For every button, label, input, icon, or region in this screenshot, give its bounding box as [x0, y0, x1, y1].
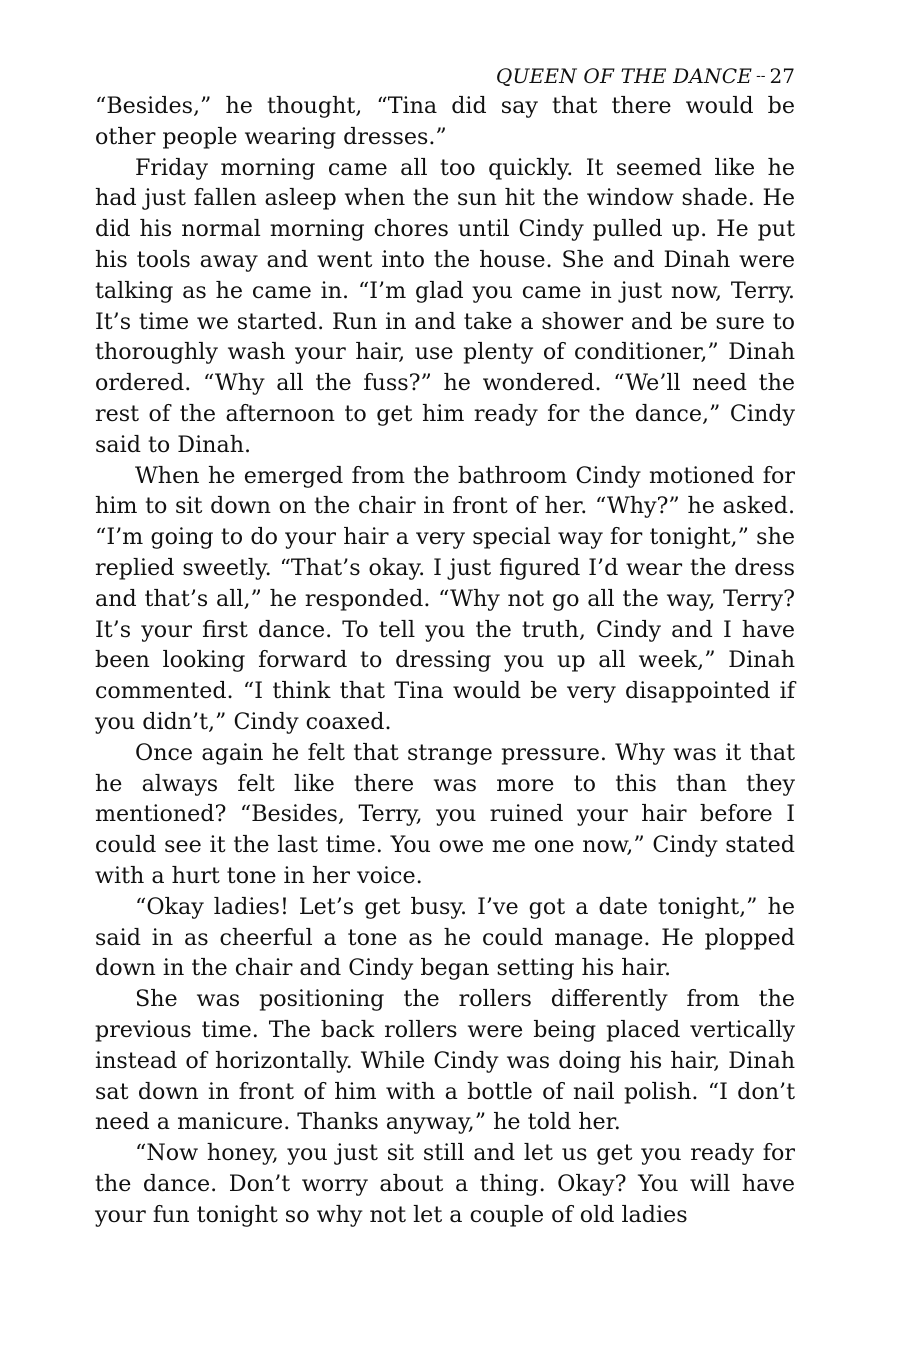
paragraph: Friday morning came all too quickly. It seemed like he had just fallen asleep when the sun hit the window shade. He did his normal morning chores until Cindy pulled up. He put his tools away and went into the house. She and Dinah were talking as he came in. “I’m glad you came in just now, Terry. It’s time we started. Run in and take a shower and be sure to thoroughly wash your hair, use plenty of conditioner,” Dinah ordered. “Why all the fuss?” he wondered. “We’ll need the rest of the afternoon to get him ready for the dance,” Cindy said to Dinah. — [95, 154, 795, 458]
running-head-title: QUEEN OF THE DANCE — [495, 64, 753, 88]
body-text — [95, 91, 795, 1230]
paragraph: When he emerged from the bathroom Cindy motioned for him to sit down on the chair in front of her. “Why?” he asked. “I’m going to do your hair a very special way for tonight,” she replied sweetly. “That’s okay. I just figured I’d wear the dress and that’s all,” he responded. “Why not go all the way, Terry? It’s your first dance. To tell you the truth, Cindy and I have been looking forward to dressing you up all week,” Dinah commented. “I think that Tina would be very disappointed if you didn’t,” Cindy coaxed. — [95, 462, 795, 735]
paragraph: “Okay ladies! Let’s get busy. I’ve got a date tonight,” he said in as cheerful a tone as he could manage. He plopped down in the chair and Cindy began setting his hair. — [95, 893, 795, 982]
paragraph: “Now honey, you just sit still and let us get you ready for the dance. Don’t worry about a thing. Okay? You will have your fun tonight so why not let a couple of old ladies — [95, 1140, 795, 1228]
paragraph: “Besides,” he thought, “Tina did say that there would be other people wearing dresses.” — [95, 93, 795, 150]
running-head — [496, 62, 795, 90]
paragraph: Once again he felt that strange pressure. Why was it that he always felt like there was more to this than they mentioned? “Besides, Terry, you ruined your hair before I could see it the last time. You owe me one now,” Cindy stated with a hurt tone in her voice. — [95, 739, 795, 889]
page-number: 27 — [769, 64, 795, 88]
running-head-separator: -- — [756, 68, 766, 84]
paragraph: She was positioning the rollers differently from the previous time. The back rollers were being placed vertically instead of horizontally. While Cindy was doing his hair, Dinah sat down in front of him with a bottle of nail polish. “I don’t need a manicure. Thanks anyway,” he told her. — [95, 986, 795, 1136]
